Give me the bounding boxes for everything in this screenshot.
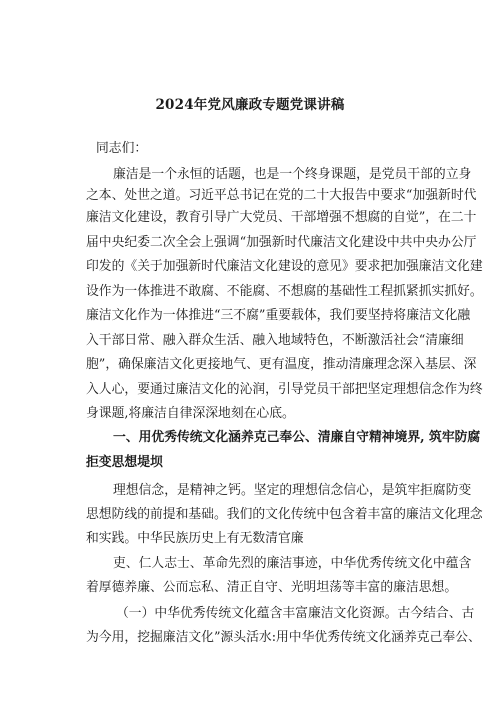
paragraph-line: 着厚德养廉、公而忘私、清正自守、光明坦荡等丰富的廉洁思想。	[86, 580, 458, 595]
paragraph-line: 设作为一体推进不敢腐、不能腐、不想腐的基础性工程抓紧抓实抓好。	[86, 284, 483, 299]
paragraph-line: 入干部日常、融入群众生活、融入地域特色，不断激活社会“清廉细	[86, 333, 464, 348]
paragraph-line: 胞”，确保廉洁文化更接地气、更有温度，推动清廉理念深入基层、深	[86, 357, 477, 372]
paragraph-line: 之本、处世之道。习近平总书记在党的二十大报告中要求“加强新时代	[86, 188, 477, 203]
salutation: 同志们：	[96, 141, 148, 156]
paragraph-line: 吏、仁人志士、革命先烈的廉洁事迹，中华优秀传统文化中蕴含	[113, 556, 472, 571]
paragraph-line: 届中央纪委二次全会上强调“加强新时代廉洁文化建设中共中央办公厅	[86, 235, 477, 250]
paragraph-line: 廉洁文化作为一体推进“三不腐”重要载体，我们要坚持将廉洁文化融	[86, 308, 471, 323]
paragraph-line: 为今用，挖掘廉洁文化”源头活水:用中华优秀传统文化涵养克己奉公、	[86, 630, 481, 645]
paragraph-line: 入人心，要通过廉洁文化的沁润，引导党员干部把坚定理想信念作为终	[86, 382, 483, 397]
paragraph-line: （一）中华优秀传统文化蕴含丰富廉洁文化资源。古今结合、古	[116, 606, 475, 621]
paragraph-line: 廉洁文化建设，教育引导广大党员、干部增强不想腐的自觉”，在二十	[86, 210, 477, 225]
paragraph-line: 廉洁是一个永恒的话题，也是一个终身课题，是党员干部的立身	[113, 167, 472, 182]
paragraph-line: 理想信念，是精神之钙。坚定的理想信念信心，是筑牢拒腐防变	[113, 483, 472, 498]
section-heading: 一、用优秀传统文化涵养克己奉公、清廉自守精神境界, 筑牢防腐	[113, 430, 481, 445]
paragraph-line: 思想防线的前提和基础。我们的文化传统中包含着丰富的廉洁文化理念	[86, 507, 483, 522]
paragraph-line: 和实践。中华民族历史上有无数清官廉	[86, 531, 304, 546]
section-heading-continued: 拒变思想堤坝	[86, 455, 163, 470]
paragraph-line: 身课题,将廉洁自律深深地刻在心底。	[86, 406, 295, 421]
paragraph-line: 印发的《关于加强新时代廉洁文化建设的意见》要求把加强廉洁文化建	[86, 259, 483, 274]
document-title: 2024年党风廉政专题党课讲稿	[155, 97, 345, 113]
